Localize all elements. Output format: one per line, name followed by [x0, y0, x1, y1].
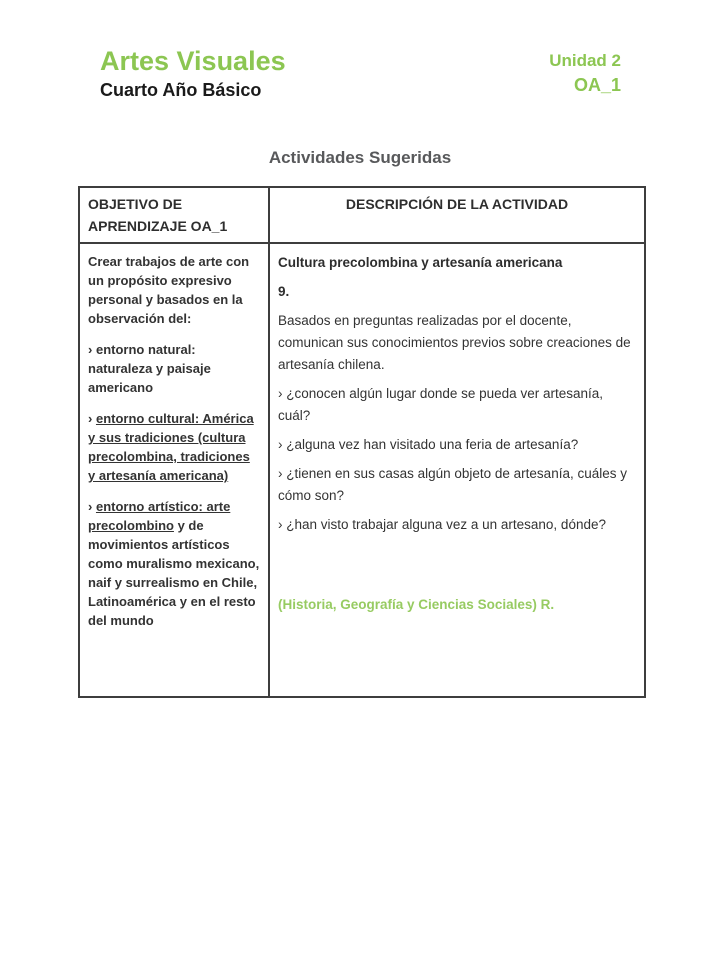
header-right	[549, 50, 621, 98]
objective-item-underlined: entorno artístico: arte precolombino	[88, 499, 231, 533]
objective-item-underlined: entorno cultural: América y sus tradiciones (cultura precolombina, tradiciones y artesanía americana)	[88, 411, 254, 483]
bullet-glyph: ›	[88, 342, 93, 357]
activity-question	[278, 434, 636, 456]
bullet-glyph: ›	[88, 411, 93, 426]
question-text: ¿alguna vez han visitado una feria de artesanía?	[286, 437, 579, 452]
objective-item-cultural	[88, 409, 260, 485]
question-text: ¿conocen algún lugar donde se pueda ver artesanía, cuál?	[278, 386, 603, 423]
objective-item-artistico	[88, 497, 260, 630]
bullet-glyph: ›	[278, 386, 283, 401]
oa-code: OA_1	[573, 75, 621, 95]
table-header-row	[79, 187, 645, 243]
bullet-glyph: ›	[278, 466, 283, 481]
activity-description-cell	[269, 243, 645, 697]
bullet-glyph: ›	[88, 499, 93, 514]
activity-intro: Basados en preguntas realizadas por el docente, comunican sus conocimientos previos sobre creaciones de artesanía chilena.	[278, 313, 631, 372]
objective-item-plain: entorno natural: naturaleza y paisaje americano	[88, 342, 211, 395]
question-text: ¿han visto trabajar alguna vez a un artesano, dónde?	[286, 517, 606, 532]
bullet-glyph: ›	[278, 517, 283, 532]
activity-question	[278, 514, 636, 536]
section-title: Actividades Sugeridas	[268, 148, 452, 167]
activity-title: Cultura precolombina y artesanía americana	[278, 255, 563, 270]
objective-item-plain: y de movimientos artísticos como muralismo mexicano, naif y surrealismo en Chile, Latinoamérica y en el resto del mundo	[88, 518, 260, 628]
objective-column-header: OBJETIVO DE APRENDIZAJE OA_1	[79, 187, 269, 243]
question-text: ¿tienen en sus casas algún objeto de artesanía, cuáles y cómo son?	[278, 466, 627, 503]
course-title: Artes Visuales	[100, 46, 286, 76]
activity-question	[278, 463, 636, 507]
grade-subtitle: Cuarto Año Básico	[100, 80, 262, 100]
objective-intro: Crear trabajos de arte con un propósito expresivo personal y basados en la observación del:	[88, 254, 250, 326]
bullet-glyph: ›	[278, 437, 283, 452]
document-header	[100, 46, 621, 102]
activity-question	[278, 383, 636, 427]
activity-number: 9.	[278, 284, 290, 299]
table-body-row	[79, 243, 645, 697]
header-left	[100, 46, 286, 102]
document-page	[0, 46, 720, 978]
objective-cell	[79, 243, 269, 697]
unit-label: Unidad 2	[549, 51, 621, 70]
activities-table	[78, 186, 646, 698]
subject-reference: (Historia, Geografía y Ciencias Sociales) R.	[278, 597, 555, 612]
description-column-header: DESCRIPCIÓN DE LA ACTIVIDAD	[269, 187, 645, 243]
objective-item-natural	[88, 340, 260, 397]
